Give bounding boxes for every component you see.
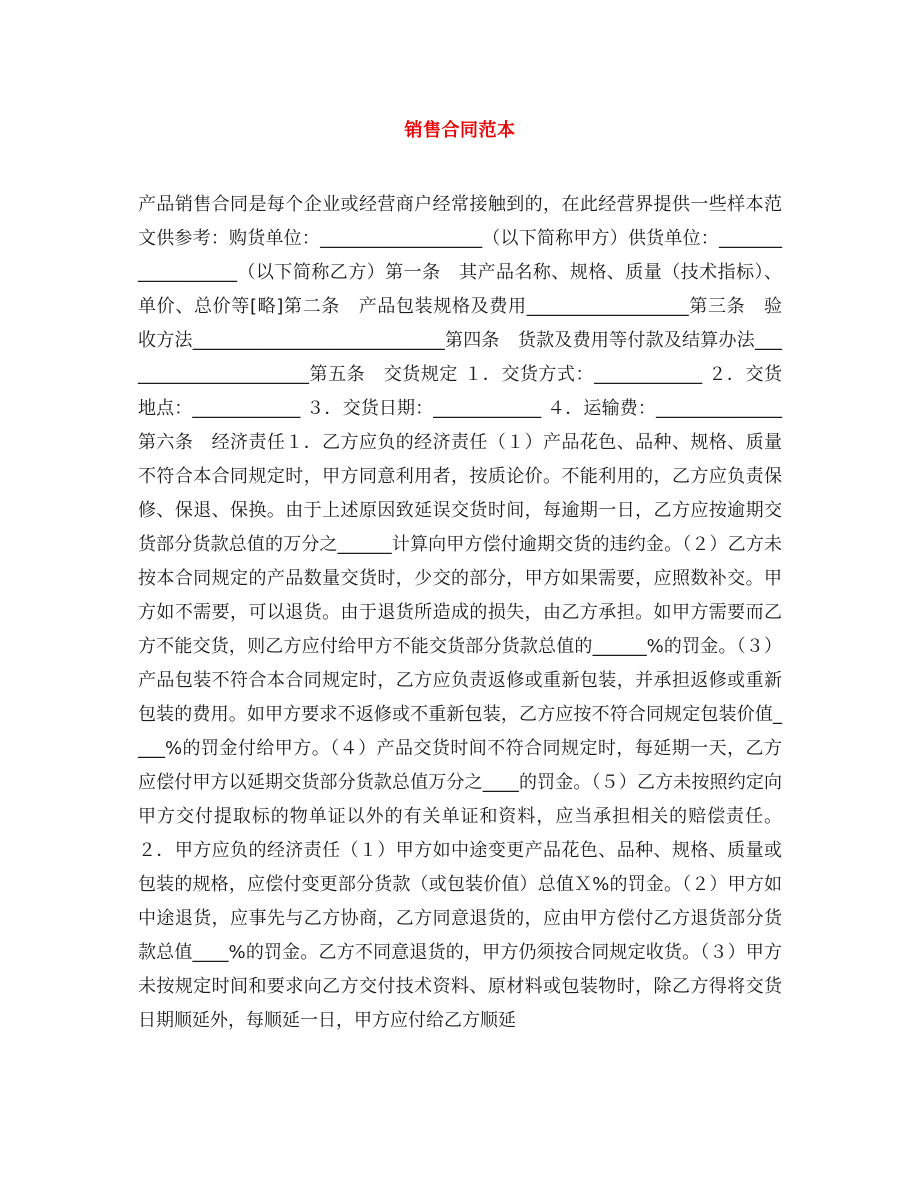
document-title: 销售合同范本	[404, 120, 516, 141]
document-body	[138, 188, 782, 1038]
body-paragraph: 产品销售合同是每个企业或经营商户经常接触到的，在此经营界提供一些样本范文供参考：购货单位：__________________（以下简称甲方）供货单位：__________________（以下简称乙方）第一条 其产品名称、规格、质量（技术指标）、单价、总价等[略]第二条 产品包装规格及费用__________________第三条 验收方法____________________________第四条 货款及费用等付款及结算办法______________________第五条 交货规定 １．交货方式：____________ ２．交货地点：____________ ３．交货日期：____________ ４．运输费：______________ 第六条 经济责任１．乙方应负的经济责任（１）产品花色、品种、规格、质量不符合本合同规定时，甲方同意利用者，按质论价。不能利用的，乙方应负责保修、保退、保换。由于上述原因致延误交货时间，每逾期一日，乙方应按逾期交货部分货款总值的万分之______计算向甲方偿付逾期交货的违约金。（２）乙方未按本合同规定的产品数量交货时，少交的部分，甲方如果需要，应照数补交。甲方如不需要，可以退货。由于退货所造成的损失，由乙方承担。如甲方需要而乙方不能交货，则乙方应付给甲方不能交货部分货款总值的______%的罚金。（３）产品包装不符合本合同规定时，乙方应负责返修或重新包装，并承担返修或重新包装的费用。如甲方要求不返修或不重新包装，乙方应按不符合同规定包装价值____%的罚金付给甲方。（４）产品交货时间不符合同规定时，每延期一天，乙方应偿付甲方以延期交货部分货款总值万分之____的罚金。（５）乙方未按照约定向甲方交付提取标的物单证以外的有关单证和资料，应当承担相关的赔偿责任。２．甲方应负的经济责任（１）甲方如中途变更产品花色、品种、规格、质量或包装的规格，应偿付变更部分货款（或包装价值）总值Ｘ%的罚金。（２）甲方如中途退货，应事先与乙方协商，乙方同意退货的，应由甲方偿付乙方退货部分货款总值____%的罚金。乙方不同意退货的，甲方仍须按合同规定收货。（３）甲方未按规定时间和要求向乙方交付技术资料、原材料或包装物时，除乙方得将交货日期顺延外，每顺延一日，甲方应付给乙方顺延	[138, 194, 782, 1031]
